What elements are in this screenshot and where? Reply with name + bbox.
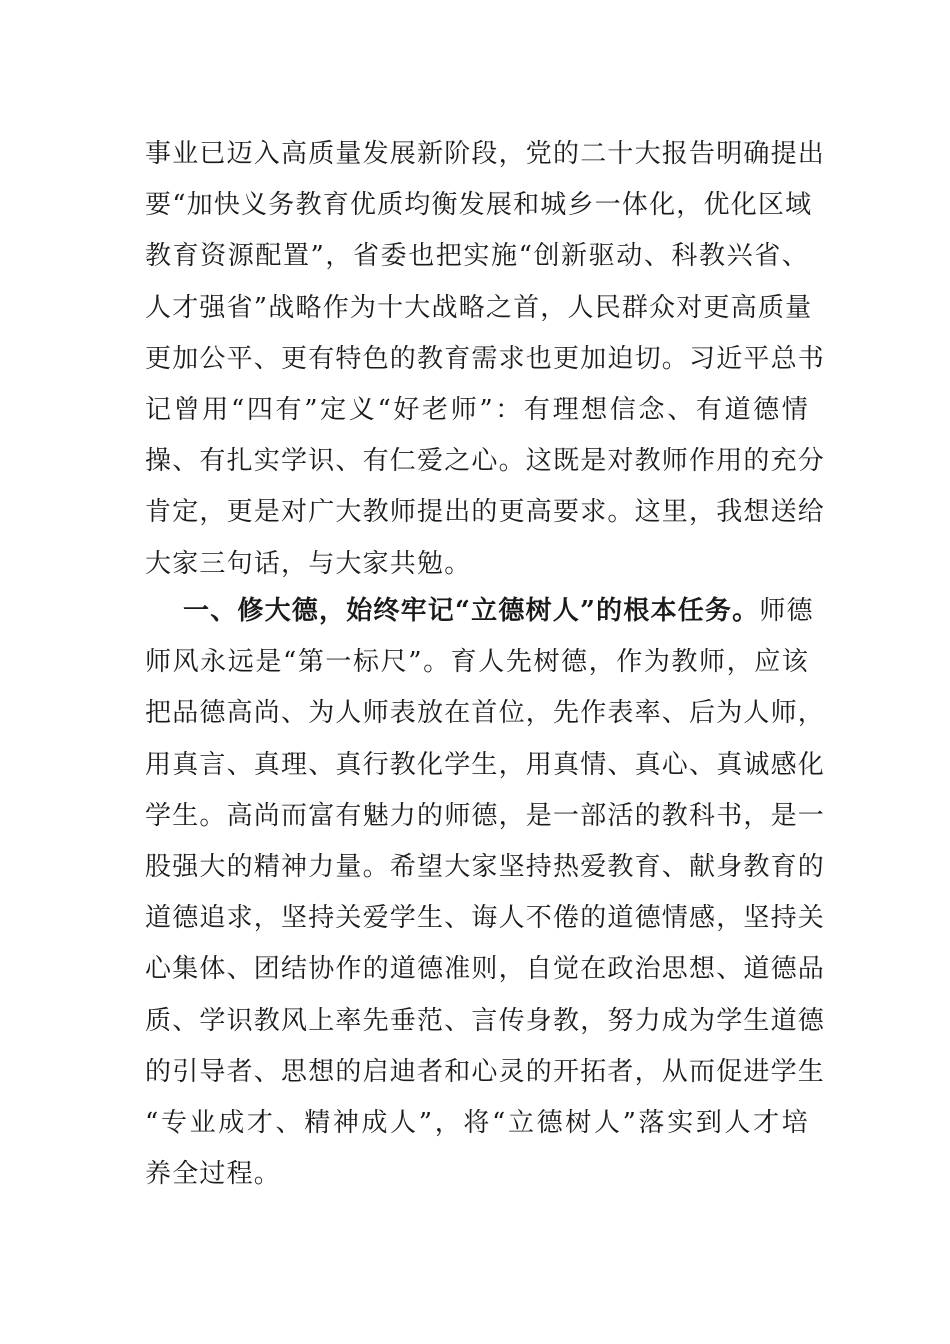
paragraph-intro xyxy=(145,129,826,590)
paragraph-section-one xyxy=(145,586,826,1200)
text-line: 用真言、真理、真行教化学生，用真情、真心、真诚感化 xyxy=(145,749,826,780)
text-line-first xyxy=(145,586,814,637)
text-line: 股强大的精神力量。希望大家坚持热爱教育、献身教育的 xyxy=(145,851,826,882)
text-line: 养全过程。 xyxy=(145,1159,282,1190)
text-line: 学生。高尚而富有魅力的师德，是一部活的教科书，是一 xyxy=(145,800,826,831)
text-line: 人才强省”战略作为十大战略之首，人民群众对更高质量 xyxy=(145,292,813,323)
text-line: 质、学识教风上率先垂范、言传身教，努力成为学生道德 xyxy=(145,1005,826,1036)
text-line: 事业已迈入高质量发展新阶段，党的二十大报告明确提出 xyxy=(145,139,826,169)
text-line: 道德追求，坚持关爱学生、诲人不倦的道德情感，坚持关 xyxy=(145,903,826,934)
text-line: 教育资源配置”，省委也把实施“创新驱动、科教兴省、 xyxy=(145,241,809,272)
text-line: 师风永远是“第一标尺”。育人先树德，作为教师，应该 xyxy=(145,647,809,678)
text-line: 记曾用“四有”定义“好老师”：有理想信念、有道德情 xyxy=(145,394,809,425)
text-line: 操、有扎实学识、有仁爱之心。这既是对教师作用的充分 xyxy=(145,446,826,477)
text-line: 把品德高尚、为人师表放在首位，先作表率、后为人师， xyxy=(145,698,826,729)
text-line: 肯定，更是对广大教师提出的更高要求。这里，我想送给 xyxy=(145,497,826,528)
text-line: “专业成才、精神成人”，将“立德树人”落实到人才培 xyxy=(145,1107,809,1138)
heading-line-rest: 师德 xyxy=(759,596,814,626)
text-line: 要“加快义务教育优质均衡发展和城乡一体化，优化区域 xyxy=(145,190,813,221)
text-line: 心集体、团结协作的道德准则，自觉在政治思想、道德品 xyxy=(145,954,826,985)
text-line: 更加公平、更有特色的教育需求也更加迫切。习近平总书 xyxy=(145,343,826,374)
text-line: 的引导者、思想的启迪者和心灵的开拓者，从而促进学生 xyxy=(145,1056,826,1087)
text-line: 大家三句话，与大家共勉。 xyxy=(145,548,472,579)
section-heading: 一、修大德，始终牢记“立德树人”的根本任务。 xyxy=(183,596,760,626)
